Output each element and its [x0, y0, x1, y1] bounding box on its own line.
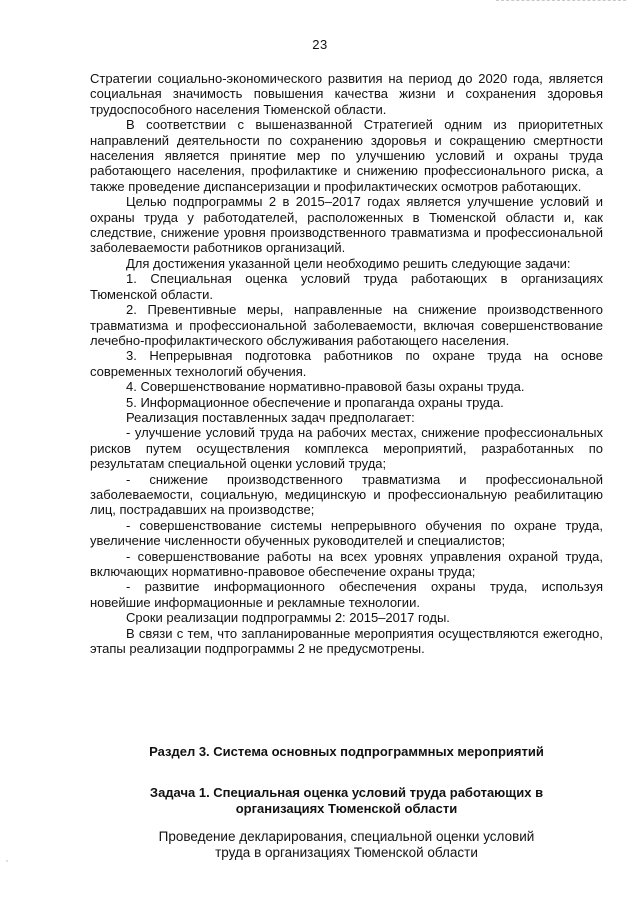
body-paragraph: В связи с тем, что запланированные мероприятия осуществляются ежегодно, этапы реализации подпрограммы 2 не предусмотрены. [90, 625, 603, 657]
scan-dot-mark [6, 860, 8, 862]
activity-heading: Проведение декларирования, специальной оценки условий труда в организациях Тюменской области [158, 829, 535, 860]
body-paragraph: 4. Совершенствование нормативно-правовой базы охраны труда. [126, 379, 525, 395]
body-paragraph: Сроки реализации подпрограммы 2: 2015–2017 годы. [126, 610, 450, 626]
bullet-paragraph: - совершенствование системы непрерывного обучения по охране труда, увеличение численности обученных руководителей и специалистов; [90, 517, 603, 549]
body-text [90, 71, 603, 656]
body-paragraph: Для достижения указанной цели необходимо решить следующие задачи: [126, 255, 571, 271]
page-number: 23 [312, 37, 328, 52]
body-paragraph: Стратегии социально-экономического развития на период до 2020 года, является социальная значимость повышения качества жизни и сохранения здоровья трудоспособного населения Тюменской области. [90, 71, 603, 117]
bullet-paragraph: - улучшение условий труда на рабочих местах, снижение профессиональных рисков путем осуществления комплекса мероприятий, разработанных по результатам специальной оценки условий труда; [90, 425, 603, 472]
body-paragraph: Реализация поставленных задач предполагает: [126, 409, 415, 425]
bullet-paragraph: - снижение производственного травматизма и профессиональной заболеваемости, социальную, медицинскую и профессиональную реабилитацию лиц, пострадавших на производстве; [90, 471, 603, 518]
body-paragraph: 3. Непрерывная подготовка работников по охране труда на основе современных технологий обучения. [90, 348, 603, 379]
body-paragraph: 2. Превентивные меры, направленные на снижение производственного травматизма и профессиональной заболеваемости, включая совершенствование лечебно-профилактического обслуживания работающего населения. [90, 302, 603, 348]
body-paragraph: В соответствии с вышеназванной Стратегией одним из приоритетных направлений деятельности по сохранению здоровья и сокращению смертности населения является принятие мер по улучшению условий и охраны труда работающего населения, профилактике и снижению профессионального риска, а также проведение диспансеризации и профилактических осмотров работающих. [90, 117, 603, 194]
task-heading: Задача 1. Специальная оценка условий труда работающих в организациях Тюменской области [149, 785, 544, 816]
scan-edge-mark [496, 0, 626, 5]
body-paragraph: Целью подпрограммы 2 в 2015–2017 годах является улучшение условий и охраны труда у работодателей, расположенных в Тюменской области и, как следствие, снижение уровня производственного травматизма и профессиональной заболеваемости работников организаций. [90, 194, 603, 256]
section-heading: Раздел 3. Система основных подпрограммных мероприятий [149, 744, 544, 759]
bullet-paragraph: - совершенствование работы на всех уровнях управления охраной труда, включающих нормативно-правовое обеспечение охраны труда; [90, 548, 603, 579]
bullet-paragraph: - развитие информационного обеспечения охраны труда, используя новейшие информационные и рекламные технологии. [90, 579, 603, 610]
body-paragraph: 5. Информационное обеспечение и пропаганда охраны труда. [126, 394, 504, 410]
body-paragraph: 1. Специальная оценка условий труда работающих в организациях Тюменской области. [90, 271, 603, 302]
